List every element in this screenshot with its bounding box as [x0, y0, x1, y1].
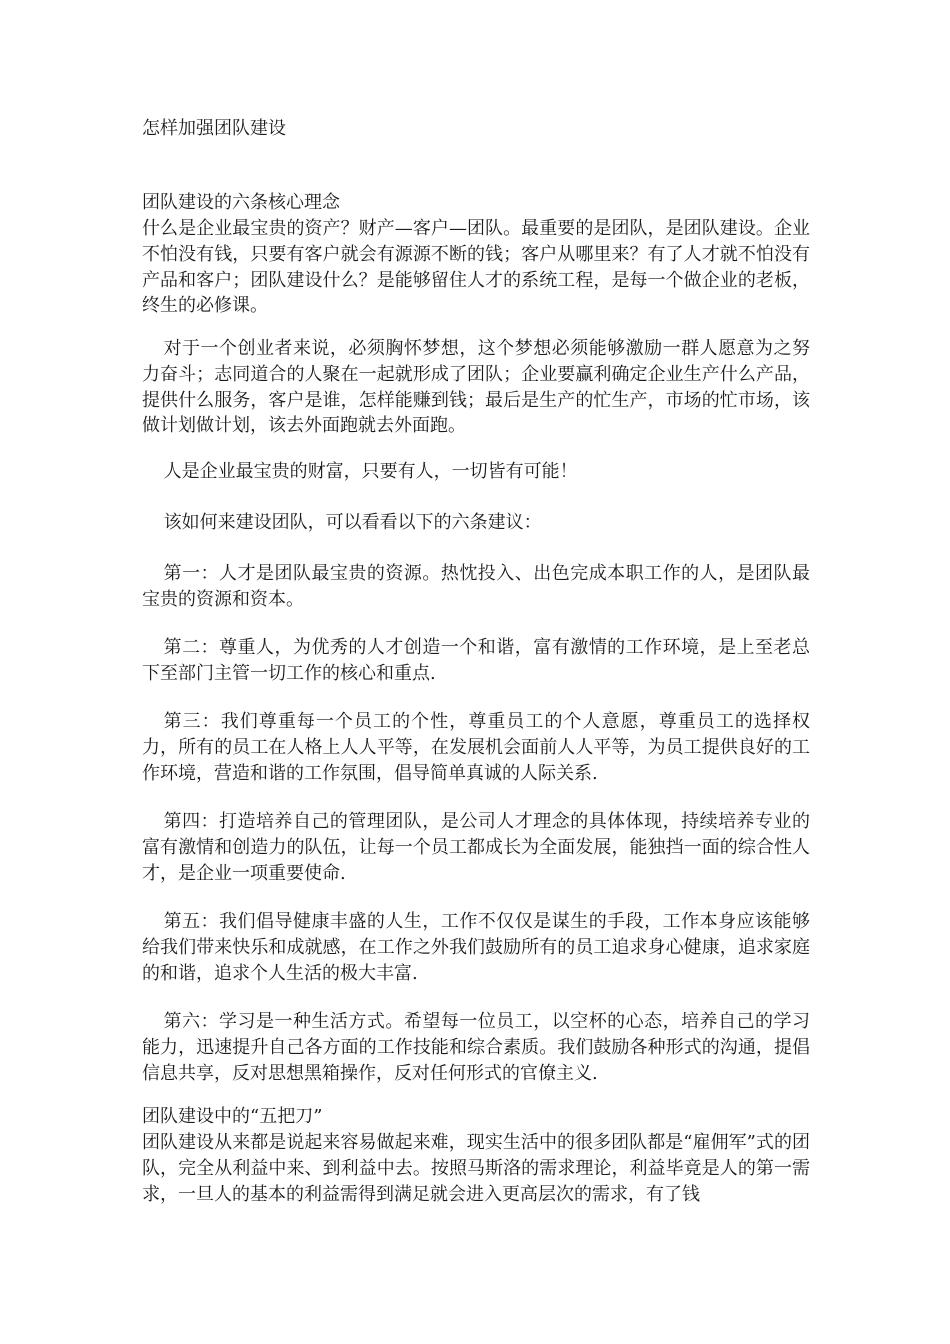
paragraph-assets: 什么是企业最宝贵的资产？财产—客户—团队。最重要的是团队，是团队建设。企业不怕没有钱，只要有客户就会有源源不断的钱；客户从哪里来？有了人才就不怕没有产品和客户；团队建设什么？是能够留住人才的系统工程，是每一个做企业的老板，终生的必修课。 [142, 218, 810, 317]
paragraph-suggestion-4: 第四：打造培养自己的管理团队，是公司人才理念的具体体现，持续培养专业的富有激情和创造力的队伍，让每一个员工都成长为全面发展，能独挡一面的综合性人才，是企业一项重要使命. [142, 811, 810, 884]
section-heading-core-concepts: 团队建设的六条核心理念 [142, 192, 340, 213]
paragraph-suggestion-5: 第五：我们倡导健康丰盛的人生，工作不仅仅是谋生的手段，工作本身应该能够给我们带来快乐和成就感，在工作之外我们鼓励所有的员工追求身心健康，追求家庭的和谐，追求个人生活的极大丰富. [142, 911, 810, 984]
paragraph-team-building-hard: 团队建设从来都是说起来容易做起来难，现实生活中的很多团队都是“雇佣军”式的团队，完全从利益中来、到利益中去。按照马斯洛的需求理论，利益毕竟是人的第一需求，一旦人的基本的利益需得到满足就会进入更高层次的需求，有了钱 [142, 1132, 810, 1205]
section-heading-five-knives: 团队建设中的“五把刀” [142, 1106, 323, 1127]
paragraph-entrepreneur: 对于一个创业者来说，必须胸怀梦想，这个梦想必须能够激励一群人愿意为之努力奋斗；志同道合的人聚在一起就形成了团队；企业要赢利确定企业生产什么产品，提供什么服务，客户是谁，怎样能赚到钱；最后是生产的忙生产，市场的忙市场，该做计划做计划，该去外面跑就去外面跑。 [142, 338, 810, 437]
paragraph-suggestion-2: 第二：尊重人，为优秀的人才创造一个和谐，富有激情的工作环境，是上至老总下至部门主管一切工作的核心和重点. [142, 637, 810, 684]
paragraph-six-suggestions-intro: 该如何来建设团队，可以看看以下的六条建议： [163, 512, 542, 533]
paragraph-people-wealth: 人是企业最宝贵的财富，只要有人，一切皆有可能！ [163, 461, 578, 482]
paragraph-suggestion-6: 第六：学习是一种生活方式。希望每一位员工，以空杯的心态，培养自己的学习能力，迅速提升自己各方面的工作技能和综合素质。我们鼓励各种形式的沟通，提倡信息共享，反对思想黑箱操作，反对任何形式的官僚主义. [142, 1011, 810, 1084]
document-title: 怎样加强团队建设 [142, 118, 286, 139]
paragraph-suggestion-3: 第三：我们尊重每一个员工的个性，尊重员工的个人意愿，尊重员工的选择权力，所有的员工在人格上人人平等，在发展机会面前人人平等，为员工提供良好的工作环境，营造和谐的工作氛围，倡导简单真诚的人际关系. [142, 711, 810, 784]
paragraph-suggestion-1: 第一：人才是团队最宝贵的资源。热忱投入、出色完成本职工作的人，是团队最宝贵的资源和资本。 [142, 563, 810, 610]
